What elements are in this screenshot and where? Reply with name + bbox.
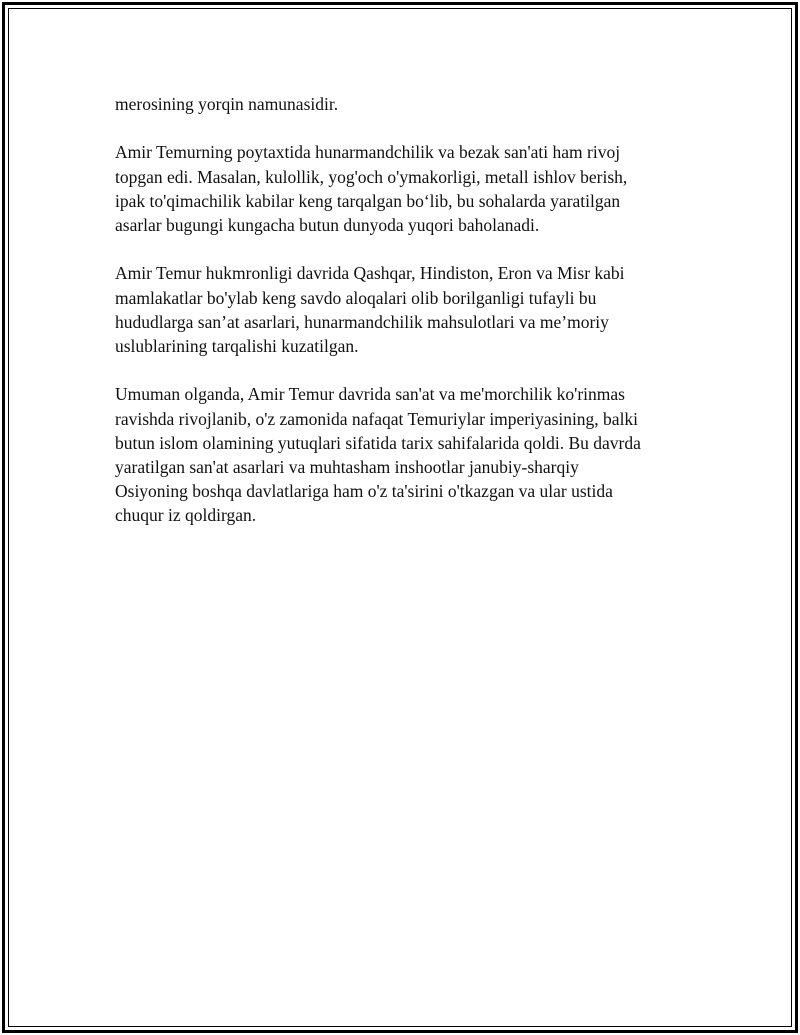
paragraph-4: [115, 382, 715, 527]
text-line: butun islom olamining yutuqlari sifatida tarix sahifalarida qoldi. Bu davrda: [115, 432, 641, 453]
text-line: merosining yorqin namunasidir.: [115, 94, 339, 114]
text-line: asarlar bugungi kungacha butun dunyoda yuqori baholanadi.: [115, 215, 540, 235]
text-line: mamlakatlar bo'ylab keng savdo aloqalari olib borilganligi tufayli bu: [115, 287, 597, 308]
text-line: chuqur iz qoldirgan.: [115, 505, 257, 526]
document-body: [115, 92, 715, 552]
paragraph-2: [115, 140, 715, 237]
text-line: ravishda rivojlanib, o'z zamonida nafaqat Temuriylar imperiyasining, balki: [115, 408, 639, 429]
paragraph-1: [115, 92, 715, 116]
text-line: Umuman olganda, Amir Temur davrida san'at va me'morchilik ko'rinmas: [115, 384, 625, 405]
text-line: ipak to'qimachilik kabilar keng tarqalgan bo‘lib, bu sohalarda yaratilgan: [115, 190, 621, 211]
text-line: Osiyoning boshqa davlatlariga ham o'z ta'sirini o'tkazgan va ular ustida: [115, 481, 613, 502]
text-line: hududlarga san’at asarlari, hunarmandchilik mahsulotlari va me’moriy: [115, 311, 609, 332]
text-line: topgan edi. Masalan, kulollik, yog'och o'ymakorligi, metall ishlov berish,: [115, 166, 628, 187]
paragraph-3: [115, 261, 715, 358]
text-line: Amir Temur hukmronligi davrida Qashqar, Hindiston, Eron va Misr kabi: [115, 263, 625, 284]
text-line: uslublarining tarqalishi kuzatilgan.: [115, 336, 359, 356]
text-line: Amir Temurning poytaxtida hunarmandchilik va bezak san'ati ham rivoj: [115, 142, 621, 163]
text-line: yaratilgan san'at asarlari va muhtasham inshootlar janubiy-sharqiy: [115, 457, 579, 477]
document-page: [2, 2, 798, 1033]
